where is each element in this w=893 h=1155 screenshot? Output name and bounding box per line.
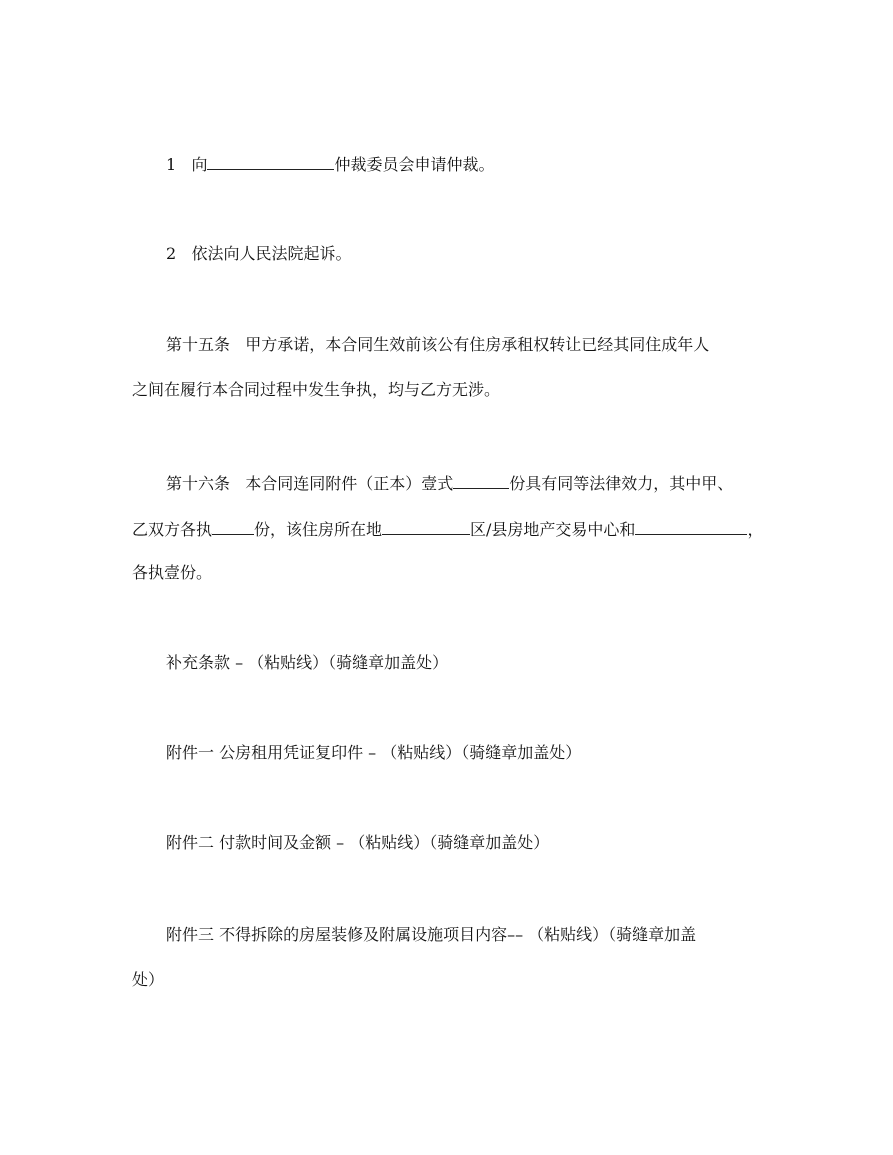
annex-3-line-2	[132, 970, 164, 990]
article-16-line-2	[132, 518, 763, 540]
article-text: 各执壹份。	[132, 563, 213, 582]
each-party-copies-blank	[212, 518, 254, 535]
other-party-blank	[635, 518, 747, 535]
item-number: 2	[166, 244, 177, 263]
article-label: 第十五条	[166, 335, 231, 354]
article-16-line-3	[132, 563, 212, 583]
annex-2	[166, 833, 549, 853]
annex-1	[166, 743, 581, 763]
district-blank	[382, 518, 470, 535]
article-text: 份具有同等法律效力，其中甲、	[509, 474, 734, 493]
supplementary-text: 补充条款 – （粘贴线）（骑缝章加盖处）	[166, 653, 449, 672]
article-text: 本合同连同附件（正本）壹式	[245, 474, 454, 493]
clause-item-2	[166, 244, 351, 264]
article-16-line-1	[166, 472, 733, 494]
article-label: 第十六条	[166, 474, 231, 493]
supplementary-clause	[166, 653, 448, 673]
copies-count-blank	[453, 472, 509, 489]
arbitration-committee-blank	[207, 153, 334, 170]
article-15-line-1	[166, 335, 709, 355]
article-text: 甲方承诺，本合同生效前该公有住房承租权转让已经其同住成年人	[245, 335, 710, 354]
article-text: 份，该住房所在地	[254, 520, 383, 539]
annex-text: 附件二 付款时间及金额 – （粘贴线）（骑缝章加盖处）	[166, 833, 550, 852]
clause-item-1	[166, 153, 494, 175]
annex-3-line-1	[166, 925, 696, 945]
annex-text: 附件三 不得拆除的房屋装修及附属设施项目内容–– （粘贴线）（骑缝章加盖	[166, 925, 697, 944]
article-text: 之间在履行本合同过程中发生争执，均与乙方无涉。	[132, 380, 501, 399]
article-text: ，	[747, 520, 764, 539]
item-number: 1	[166, 155, 177, 174]
item-text-post: 仲裁委员会申请仲裁。	[334, 155, 495, 174]
article-text: 乙双方各执	[132, 520, 213, 539]
annex-text: 附件一 公房租用凭证复印件 – （粘贴线）（骑缝章加盖处）	[166, 743, 582, 762]
article-15-line-2	[132, 380, 500, 400]
item-text: 依法向人民法院起诉。	[191, 244, 352, 263]
item-text-pre: 向	[191, 155, 208, 174]
annex-text: 处）	[132, 970, 165, 989]
article-text: 区/县房地产交易中心和	[470, 520, 636, 539]
